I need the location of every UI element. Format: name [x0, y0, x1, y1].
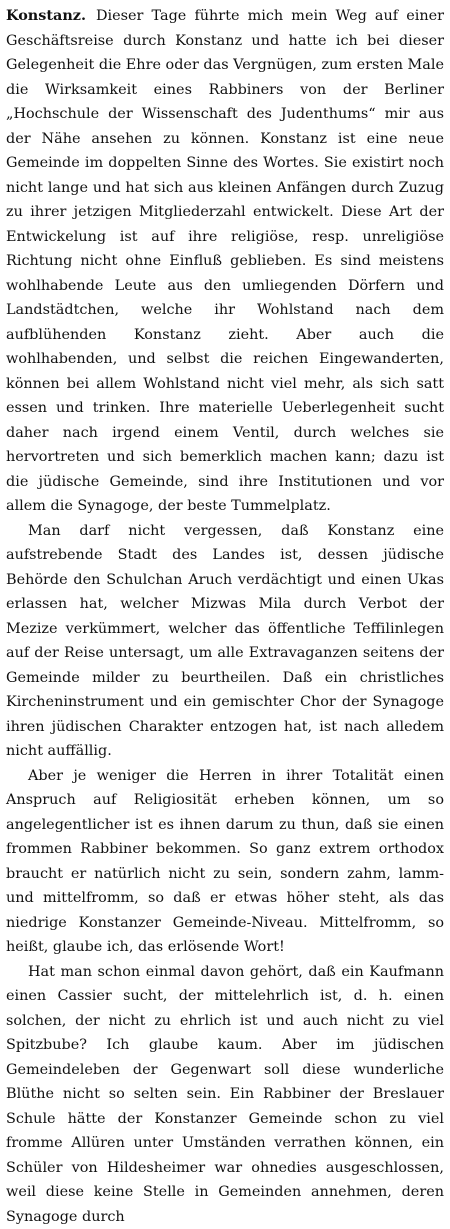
article-heading: Konstanz.: [6, 7, 86, 24]
article-paragraph-4: Hat man schon einmal davon gehört, daß ein Kaufmann einen Cassier sucht, der mittelehrlich ist, d. h. einen solchen, der nicht zu ehrlich ist und auch nicht zu viel Spitzbube? Ich glaube kaum. Aber im jüdischen Gemeindeleben der Gegenwart soll diese wunderliche Blüthe nicht so selten sein. Ein Rabbiner der Breslauer Schule hätte der Konstanzer Gemeinde schon zu viel fromme Allüren unter Umständen verrathen können, ein Schüler von Hildesheimer war ohnedies ausgeschlossen, weil diese keine Stelle in Gemeinden annehmen, deren Synagoge durch: [6, 960, 444, 1229]
article-paragraph-3: Aber je weniger die Herren in ihrer Totalität einen Anspruch auf Religiosität erheben können, um so angelegentlicher ist es ihnen darum zu thun, daß sie einen frommen Rabbiner bekommen. So ganz extrem orthodox braucht er natürlich nicht zu sein, sondern zahm, lamm- und mittelfromm, so daß er etwas höher steht, als das niedrige Konstanzer Gemeinde-Niveau. Mittelfromm, so heißt, glaube ich, das erlösende Wort!: [6, 764, 444, 960]
article-paragraph-1: [6, 4, 444, 519]
paragraph-1-text: Dieser Tage führte mich mein Weg auf einer Geschäftsreise durch Konstanz und hatte ich bei dieser Gelegenheit die Ehre oder das Vergnügen, zum ersten Male die Wirksamkeit eines Rabbiners von der Berliner „Hochschule der Wissenschaft des Judenthums“ mir aus der Nähe ansehen zu können. Konstanz ist eine neue Gemeinde im doppelten Sinne des Wortes. Sie existirt noch nicht lange und hat sich aus kleinen Anfängen durch Zuzug zu ihrer jetzigen Mitgliederzahl entwickelt. Diese Art der Entwickelung ist auf ihre religiöse, resp. unreligiöse Richtung nicht ohne Einfluß geblieben. Es sind meistens wohlhabende Leute aus den umliegenden Dörfern und Landstädtchen, welche ihr Wohlstand nach dem aufblühenden Konstanz zieht. Aber auch die wohlhabenden, und selbst die reichen Eingewanderten, können bei allem Wohlstand nicht viel mehr, als sich satt essen und trinken. Ihre materielle Ueberlegenheit sucht daher nach irgend einem Ventil, durch welches sie hervortreten und sich bemerklich machen kann; dazu ist die jüdische Gemeinde, sind ihre Institutionen und vor allem die Synagoge, der beste Tummelplatz.: [6, 8, 444, 514]
article-paragraph-2: Man darf nicht vergessen, daß Konstanz eine aufstrebende Stadt des Landes ist, dessen jüdische Behörde den Schulchan Aruch verdächtigt und einen Ukas erlassen hat, welcher Mizwas Mila durch Verbot der Mezize verkümmert, welcher das öffentliche Teffilinlegen auf der Reise untersagt, um alle Extravaganzen seitens der Gemeinde milder zu beurtheilen. Daß ein christliches Kircheninstrument und ein gemischter Chor der Synagoge ihren jüdischen Charakter entzogen hat, ist nach alledem nicht auffällig.: [6, 519, 444, 764]
